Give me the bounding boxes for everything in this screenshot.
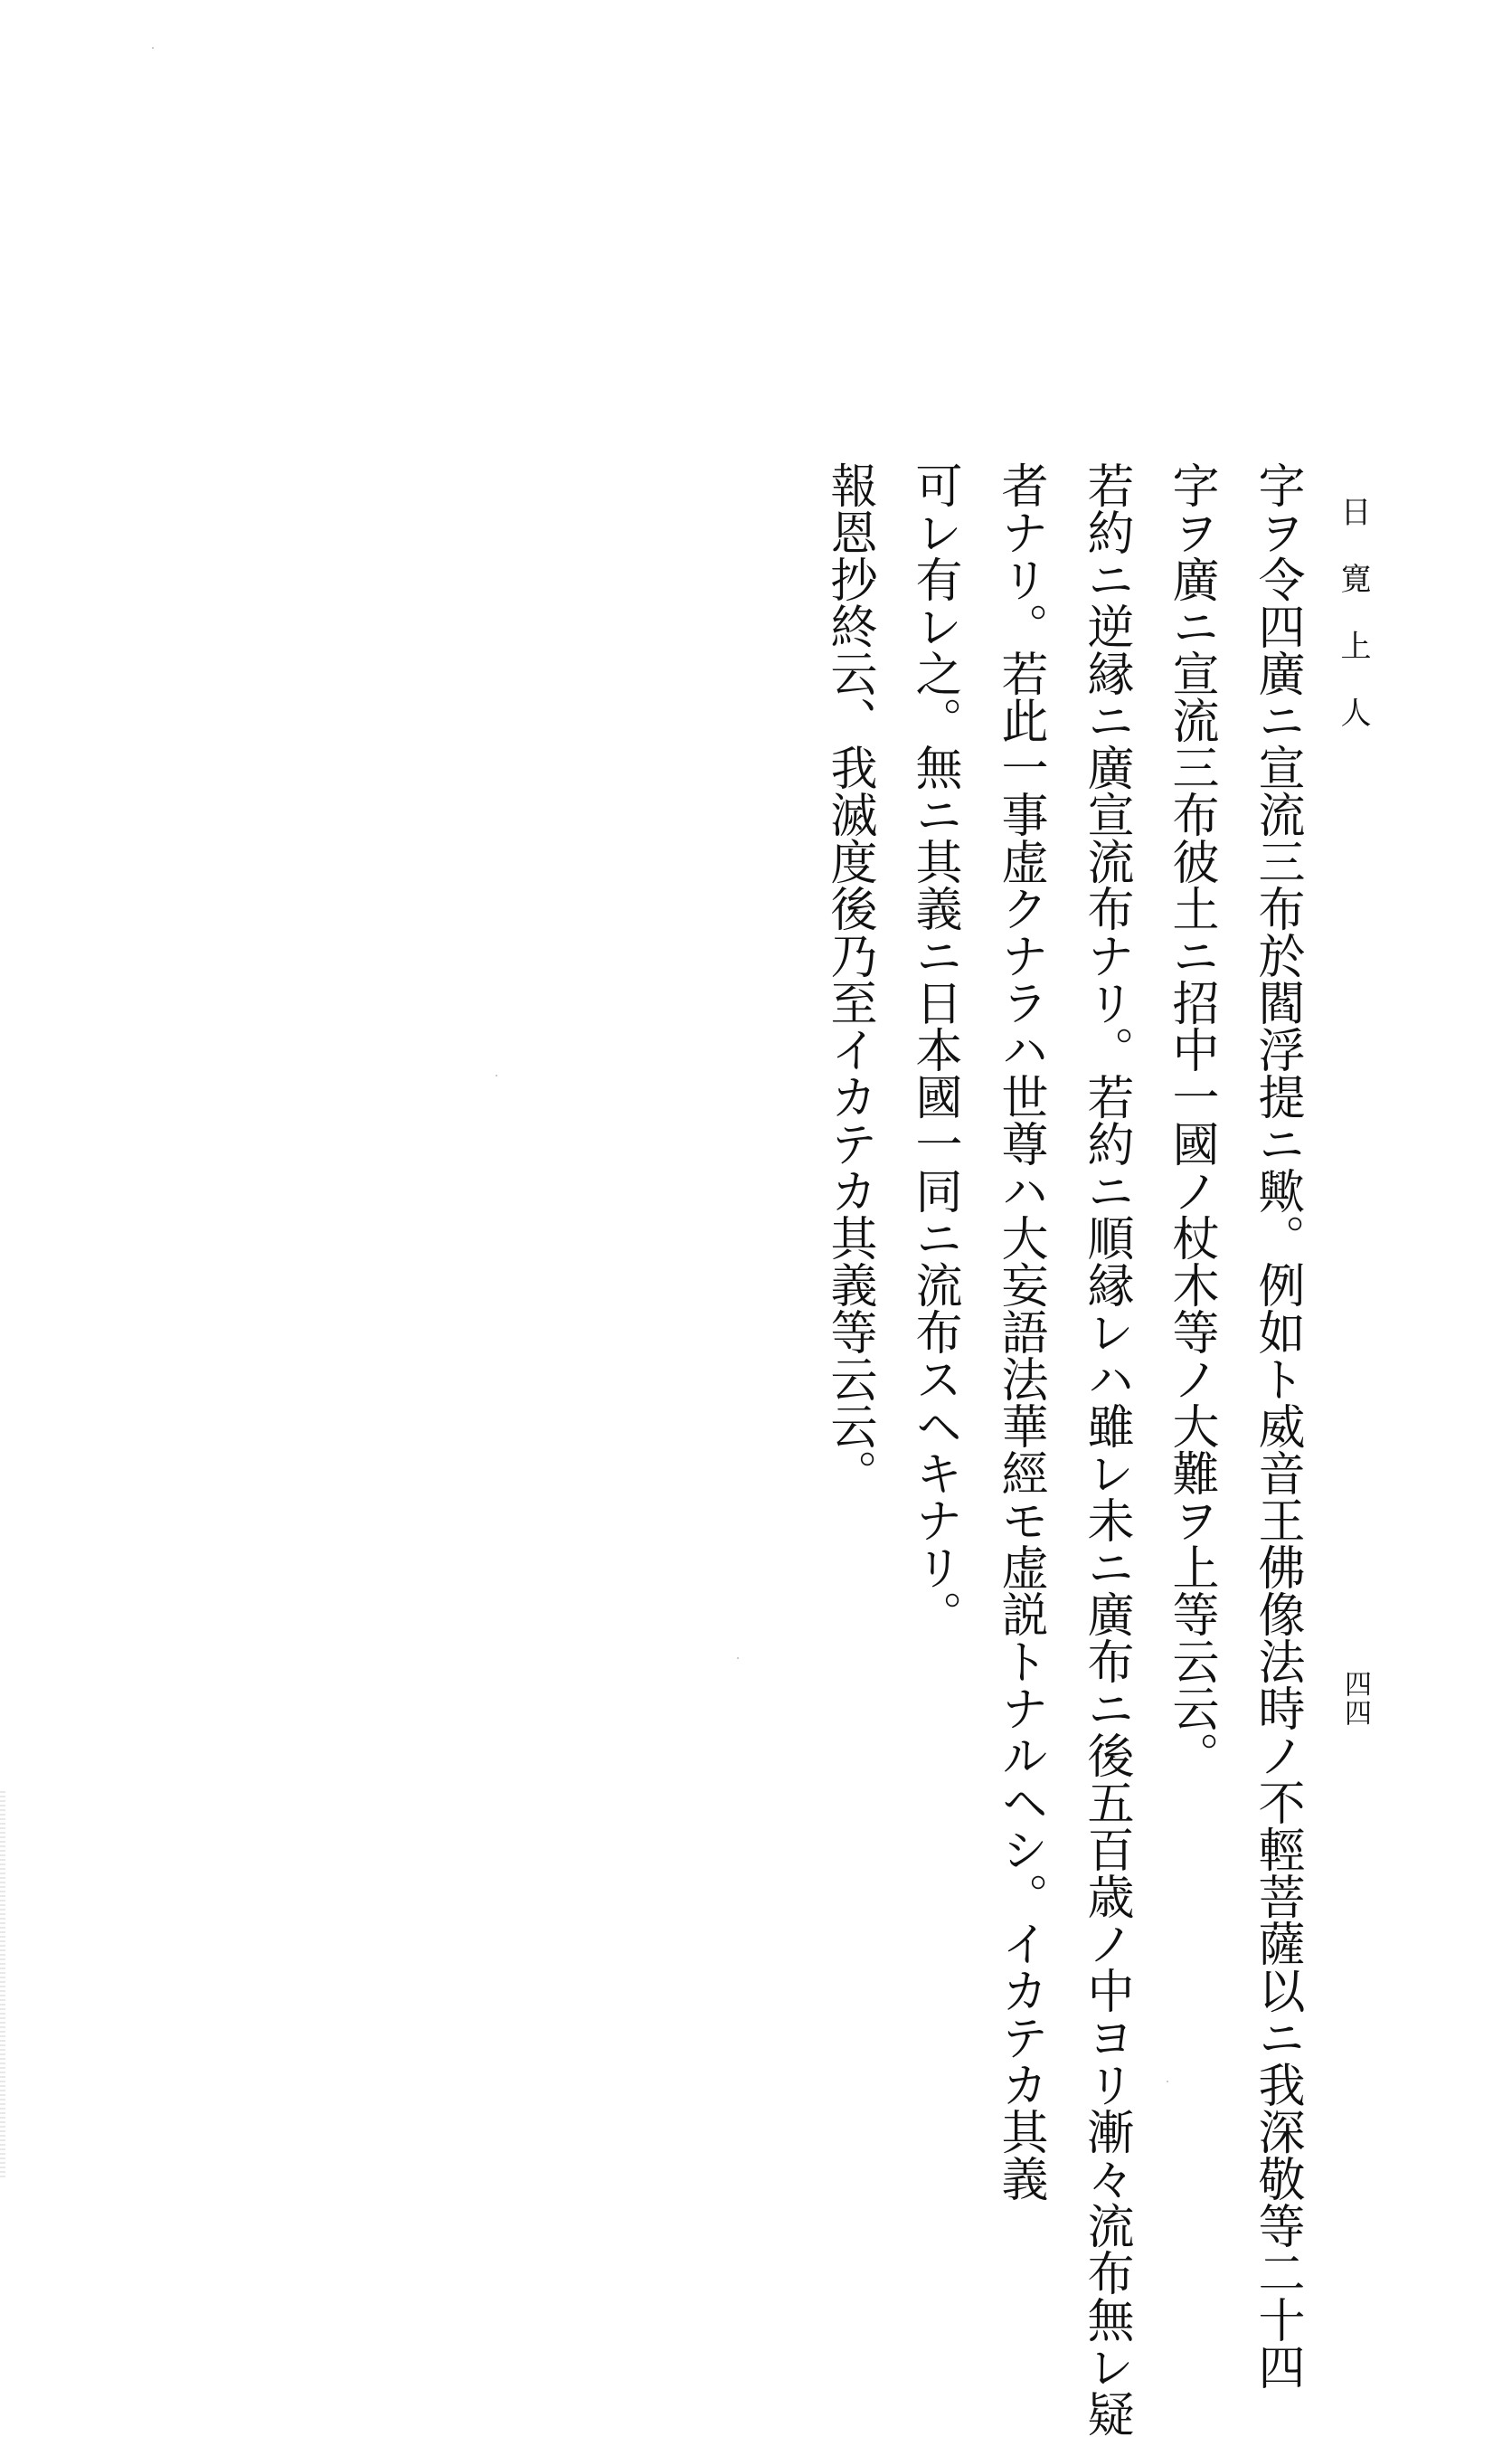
scan-speck	[737, 1657, 739, 1659]
body-line-2: 字ヲ廣ニ宣流三布彼土ニ招中一國ノ杖木等ノ大難ヲ上等云云。	[1164, 461, 1218, 1778]
scan-speck	[152, 47, 154, 49]
body-line-3: 若約ニ逆縁ニ廣宣流布ナリ。若約ニ順縁レハ雖レ未ニ廣布ニ後五百歳ノ中ヨリ漸々流布無レ疑	[1079, 461, 1133, 2437]
body-line-1: 字ヲ令四廣ニ宣流三布於閻浮提ニ歟。例如ト威音王佛像法時ノ不輕菩薩以ニ我深敬等二十四	[1250, 461, 1304, 2390]
scan-speck	[1167, 2081, 1168, 2082]
scan-edge-shadow	[0, 1791, 5, 2178]
body-line-5: 可レ有レ之。無ニ其義ニ日本國一同ニ流布スヘキナリ。	[907, 461, 961, 1637]
body-line-4: 者ナリ。若此一事虚クナラハ世尊ハ大妄語法華經モ虚説トナルヘシ。イカテカ其義	[993, 461, 1047, 2202]
scan-speck	[496, 1075, 497, 1076]
body-line-6: 報恩抄終云、我滅度後乃至イカテカ其義等云云。	[822, 461, 876, 1496]
running-title: 日寛上人	[1335, 496, 1371, 763]
page-number: 四四	[1339, 1670, 1371, 1728]
